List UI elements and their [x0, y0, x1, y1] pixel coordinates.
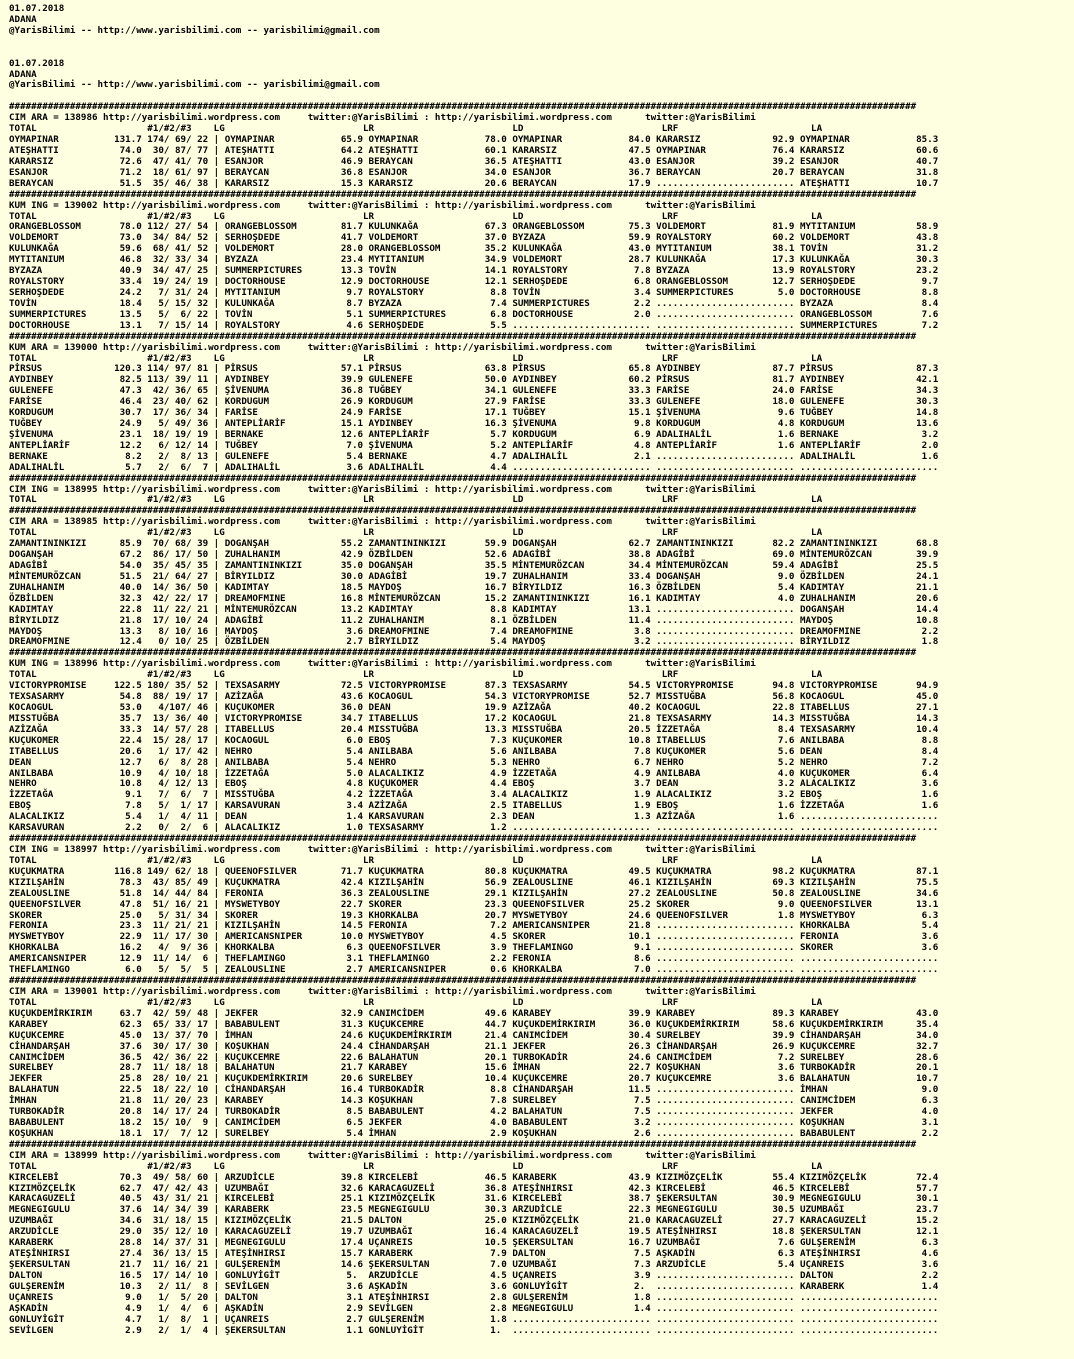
text-line: SURELBEY 28.7 11/ 18/ 18 | BALAHATUN 21.7 KARABEY 15.6 İMHAN 22.7 KOŞUKHAN 3.6 TURBOKADİR 20.1 — [9, 1062, 939, 1074]
text-line: FERONIA 23.3 11/ 21/ 21 | KIZILŞAHİN 14.5 FERONIA 7.2 AMERICANSNIPER 21.8 ......................... KHORKALBA 5.4 — [9, 920, 939, 932]
text-line: TOTAL #1/#2/#3 LG LR LD LRF LA — [9, 494, 823, 506]
text-line: KORDUGUM 30.7 17/ 36/ 34 | FARİSE 24.9 FARİSE 17.1 TUĞBEY 15.1 ŞİVENUMA 9.6 TUĞBEY 14.8 — [9, 407, 939, 419]
text-line: MEGNEGIGULU 37.6 14/ 34/ 39 | KARABERK 23.5 MEGNEGIGULU 30.3 ARZUDİCLE 22.3 MEGNEGIGULU 30.5 UZUMBAĞI 23.7 — [9, 1204, 939, 1216]
text-line: KADIMTAY 22.8 11/ 22/ 21 | MİNTEMURÖZCAN 13.2 KADIMTAY 8.8 KADIMTAY 13.1 ......................... DOGANŞAH 14.4 — [9, 603, 939, 615]
text-line: CİHANDARŞAH 37.6 30/ 17/ 30 | KOŞUKHAN 24.4 CİHANDARŞAH 21.1 JEKFER 26.3 CİHANDARŞAH 26.9 KUÇUKCEMRE 32.7 — [9, 1040, 939, 1052]
text-line: DALTON 16.5 17/ 14/ 10 | GONLUYİGİT 5. ARZUDİCLE 4.5 UÇANREIS 3.9 ......................... DALTON 2.2 — [9, 1269, 939, 1281]
text-line: KUÇUKMATRA 116.8 149/ 62/ 18 | QUEENOFSILVER 71.7 KUÇUKMATRA 80.8 KUÇUKMATRA 49.5 KUÇUKMATRA 98.2 KUÇUKMATRA 87.1 — [9, 865, 939, 877]
text-line — [9, 37, 1074, 48]
text-line: KOŞUKHAN 18.1 17/ 7/ 12 | SURELBEY 5.4 İMHAN 2.9 KOŞUKHAN 2.6 ......................... BABABULENT 2.2 — [9, 1127, 939, 1139]
text-line: İMHAN 21.8 11/ 20/ 23 | KARABEY 14.3 KOŞUKHAN 7.8 SURELBEY 7.5 ......................... CANIMCİDEM 6.3 — [9, 1095, 939, 1107]
text-line: KUM ARA = 139000 http://yarisbilimi.wordpress.com twitter:@YarisBilimi : http://yarisbilimi.wordpress.com twitter:@YarisBilimi — [9, 341, 756, 353]
text-line: SKORER 25.0 5/ 31/ 34 | SKORER 19.3 KHORKALBA 20.7 MYSWETYBOY 24.6 QUEENOFSILVER 1.8 MYSWETYBOY 6.3 — [9, 909, 939, 921]
text-line: BYZAZA 40.9 34/ 47/ 25 | SUMMERPICTURES 13.3 TOVİN 14.1 ROYALSTORY 7.8 BYZAZA 13.9 ROYALSTORY 23.2 — [9, 265, 939, 277]
text-line: CANIMCİDEM 36.5 42/ 36/ 22 | KUÇUKCEMRE 22.6 BALAHATUN 20.1 TURBOKADİR 24.6 CANIMCİDEM 7.2 SURELBEY 28.6 — [9, 1051, 939, 1063]
text-line: TOTAL #1/#2/#3 LG LR LD LRF LA — [9, 527, 823, 539]
text-line: EBOŞ 7.8 5/ 1/ 17 | KARSAVURAN 3.4 AZİZAĞA 2.5 ITABELLUS 1.9 EBOŞ 1.6 İZZETAĞA 1.6 — [9, 800, 939, 812]
text-line: AYDINBEY 82.5 113/ 39/ 11 | AYDINBEY 39.9 GULENEFE 50.0 AYDINBEY 60.2 PİRSUS 81.7 AYDINBEY 42.1 — [9, 374, 939, 386]
text-line: #################################################################################################################################################################### — [9, 833, 917, 845]
text-line: FARİSE 46.4 23/ 40/ 62 | KORDUGUM 26.9 KORDUGUM 27.9 FARİSE 33.3 GULENEFE 18.0 GULENEFE 30.3 — [9, 396, 939, 408]
text-line: CIM ARA = 139001 http://yarisbilimi.wordpress.com twitter:@YarisBilimi : http://yarisbilimi.wordpress.com twitter:@YarisBilimi — [9, 985, 756, 997]
text-line: ATEŞHATTI 74.0 30/ 87/ 77 | ATEŞHATTI 64.2 ATEŞHATTI 60.1 KARARSIZ 47.5 OYMAPINAR 76.4 KARARSIZ 60.6 — [9, 144, 939, 156]
text-line: UÇANREIS 9.0 1/ 5/ 20 | DALTON 3.1 ATEŞİNHIRSI 2.8 GULŞERENİM 1.8 ......................... ......................... — [9, 1291, 939, 1303]
text-line: #################################################################################################################################################################### — [9, 647, 917, 659]
text-line: AŞKADİN 4.9 1/ 4/ 6 | AŞKADİN 2.9 SEVİLGEN 2.8 MEGNEGIGULU 1.4 ......................... ......................... — [9, 1302, 939, 1314]
text-line: ESANJOR 71.2 18/ 61/ 97 | BERAYCAN 36.8 ESANJOR 34.0 ESANJOR 36.7 BERAYCAN 20.7 BERAYCAN 31.8 — [9, 166, 939, 178]
text-line: #################################################################################################################################################################### — [9, 330, 917, 342]
text-line: KIZILŞAHİN 78.3 43/ 85/ 49 | KUÇUKMATRA 42.4 KIZILŞAHİN 56.9 ZEALOUSLINE 46.1 KIZILŞAHİN 69.3 KIZILŞAHİN 75.5 — [9, 876, 939, 888]
text-line: KHORKALBA 16.2 4/ 9/ 36 | KHORKALBA 6.3 QUEENOFSILVER 3.9 THEFLAMINGO 9.1 ......................... SKORER 3.6 — [9, 942, 939, 954]
text-line: KUM ING = 139002 http://yarisbilimi.wordpress.com twitter:@YarisBilimi : http://yarisbilimi.wordpress.com twitter:@YarisBilimi — [9, 199, 756, 211]
text-line: DEAN 12.7 6/ 8/ 28 | ANILBABA 5.4 NEHRO 5.3 NEHRO 6.7 NEHRO 5.2 NEHRO 7.2 — [9, 756, 939, 768]
text-line: BALAHATUN 22.5 18/ 22/ 10 | CİHANDARŞAH 16.4 TURBOKADİR 8.8 CİHANDARŞAH 11.5 ......................... İMHAN 9.0 — [9, 1084, 939, 1096]
text-line: KIRCELEBİ 70.3 49/ 58/ 60 | ARZUDİCLE 39.8 KIRCELEBİ 46.5 KARABERK 43.9 KIZIMÖZÇELİK 55.4 KIZIMÖZÇELİK 72.4 — [9, 1171, 939, 1183]
text-line: MAYDOŞ 13.3 8/ 10/ 16 | MAYDOŞ 3.6 DREAMOFMINE 7.4 DREAMOFMINE 3.8 ......................... DREAMOFMINE 2.2 — [9, 625, 939, 637]
text-line: KARARSIZ 72.6 47/ 41/ 70 | ESANJOR 46.9 BERAYCAN 36.5 ATEŞHATTI 43.0 ESANJOR 39.2 ESANJOR 40.7 — [9, 155, 939, 167]
text-line: TOTAL #1/#2/#3 LG LR LD LRF LA — [9, 669, 823, 681]
text-line: CIM ARA = 138999 http://yarisbilimi.wordpress.com twitter:@YarisBilimi : http://yarisbilimi.wordpress.com twitter:@YarisBilimi — [9, 1149, 756, 1161]
text-line: AMERICANSNIPER 12.9 11/ 14/ 6 | THEFLAMINGO 3.1 THEFLAMINGO 2.2 FERONIA 8.6 ......................... ......................... — [9, 953, 939, 965]
text-line: ATEŞİNHIRSI 27.4 36/ 13/ 15 | ATEŞİNHIRSI 15.7 KARABERK 7.9 DALTON 7.5 AŞKADİN 6.3 ATEŞİNHIRSI 4.6 — [9, 1248, 939, 1260]
text-line: ITABELLUS 20.6 1/ 17/ 42 | NEHRO 5.4 ANILBABA 5.6 ANILBABA 7.8 KUÇUKOMER 5.6 DEAN 8.4 — [9, 745, 939, 757]
text-line: PİRSUS 120.3 114/ 97/ 81 | PİRSUS 57.1 PİRSUS 63.8 PİRSUS 65.8 AYDINBEY 87.7 PİRSUS 87.3 — [9, 363, 939, 375]
text-line: TEXSASARMY 54.8 88/ 19/ 17 | AZİZAĞA 43.6 KOCAOGUL 54.3 VICTORYPROMISE 52.7 MISSTUĞBA 56.8 KOCAOGUL 45.0 — [9, 691, 939, 703]
text-line: TOTAL #1/#2/#3 LG LR LD LRF LA — [9, 352, 823, 364]
text-line: BİRYILDIZ 21.8 17/ 10/ 24 | ADAGİBİ 11.2 ZUHALHANIM 8.1 ÖZBİLDEN 11.4 ......................... MAYDOŞ 10.8 — [9, 614, 939, 626]
text-line: ŞİVENUMA 23.1 18/ 19/ 19 | BERNAKE 12.6 ANTEPLİARİF 5.7 KORDUGUM 6.9 ADALIHALİL 1.6 BERNAKE 3.2 — [9, 428, 939, 440]
text-line: SERHOŞDEDE 24.2 7/ 31/ 24 | MYTITANIUM 9.7 ROYALSTORY 8.8 TOVİN 3.4 SUMMERPICTURES 5.0 DOCTORHOUSE 8.8 — [9, 286, 939, 298]
text-line: ZUHALHANIM 40.0 14/ 36/ 50 | KADIMTAY 18.5 MAYDOŞ 16.7 BİRYILDIZ 16.3 ÖZBİLDEN 5.4 KADIMTAY 21.1 — [9, 581, 939, 593]
text-line: ARZUDİCLE 29.0 35/ 12/ 10 | KARACAGUZELİ 19.7 UZUMBAĞI 16.4 KARACAGUZELİ 19.5 ATEŞİNHIRSI 18.8 ŞEKERSULTAN 12.1 — [9, 1226, 939, 1238]
text-line: TOTAL #1/#2/#3 LG LR LD LRF LA — [9, 996, 823, 1008]
text-line: CIM ING = 138997 http://yarisbilimi.wordpress.com twitter:@YarisBilimi : http://yarisbilimi.wordpress.com twitter:@YarisBilimi — [9, 843, 756, 855]
text-line: DOGANŞAH 67.2 86/ 17/ 50 | ZUHALHANIM 42.9 ÖZBİLDEN 52.6 ADAGİBİ 38.8 ADAGİBİ 69.0 MİNTEMURÖZCAN 39.9 — [9, 549, 939, 561]
text-line: #################################################################################################################################################################### — [9, 505, 917, 517]
text-line: UZUMBAĞI 34.6 31/ 18/ 15 | KIZIMÖZÇELİK 21.5 DALTON 25.0 KIZIMÖZÇELİK 21.0 KARACAGUZELİ 27.7 KARACAGUZELİ 15.2 — [9, 1215, 939, 1227]
text-line: ADAGİBİ 54.0 35/ 45/ 35 | ZAMANTININKIZI 35.0 DOGANŞAH 35.5 MİNTEMURÖZCAN 34.4 MİNTEMURÖZCAN 59.4 ADAGİBİ 25.5 — [9, 560, 939, 572]
text-line: #################################################################################################################################################################### — [9, 975, 917, 987]
text-line: VOLDEMORT 73.0 34/ 84/ 52 | SERHOŞDEDE 41.7 VOLDEMORT 37.0 BYZAZA 59.9 ROYALSTORY 60.2 VOLDEMORT 43.8 — [9, 232, 939, 244]
text-line: #################################################################################################################################################################### — [9, 101, 917, 113]
text-line: ZEALOUSLINE 51.8 14/ 44/ 84 | FERONIA 36.3 ZEALOUSLINE 29.1 KIZILŞAHİN 27.2 ZEALOUSLINE 50.8 ZEALOUSLINE 34.6 — [9, 887, 939, 899]
text-line: @YarisBilimi -- http://www.yarisbilimi.com -- yarisbilimi@gmail.com — [9, 24, 380, 36]
text-line: TURBOKADİR 20.8 14/ 17/ 24 | TURBOKADİR 8.5 BABABULENT 4.2 BALAHATUN 7.5 ......................... JEKFER 4.0 — [9, 1106, 939, 1118]
text-line: KARSAVURAN 2.2 0/ 2/ 6 | ALACALIKIZ 1.0 TEXSASARMY 1.2 ......................... ......................... ......................... — [9, 822, 939, 834]
text-line: ADANA — [9, 13, 37, 25]
text-line: ÖZBİLDEN 32.3 42/ 22/ 17 | DREAMOFMINE 16.8 MİNTEMURÖZCAN 15.2 ZAMANTININKIZI 16.1 KADIMTAY 4.0 ZUHALHANIM 20.6 — [9, 592, 939, 604]
text-line: CIM ARA = 138986 http://yarisbilimi.wordpress.com twitter:@YarisBilimi : http://yarisbilimi.wordpress.com twitter:@YarisBilimi — [9, 112, 756, 124]
text-line: @YarisBilimi -- http://www.yarisbilimi.com -- yarisbilimi@gmail.com — [9, 79, 380, 91]
text-line: AZİZAĞA 33.3 14/ 57/ 28 | ITABELLUS 20.4 MISSTUĞBA 13.3 MISSTUĞBA 20.5 İZZETAĞA 8.4 TEXSASARMY 10.4 — [9, 723, 939, 735]
text-line: GONLUYİGİT 4.7 1/ 8/ 1 | UÇANREIS 2.7 GULŞERENİM 1.8 ......................... ......................... ......................... — [9, 1313, 939, 1325]
text-line: BABABULENT 18.2 15/ 10/ 9 | CANIMCİDEM 6.5 JEKFER 4.0 BABABULENT 3.2 ......................... KOŞUKHAN 3.1 — [9, 1117, 939, 1129]
text-line: GULENEFE 47.3 42/ 36/ 65 | ŞİVENUMA 36.8 TUĞBEY 34.1 GULENEFE 33.3 FARİSE 24.0 FARİSE 34.3 — [9, 385, 939, 397]
text-line: NEHRO 10.8 4/ 12/ 13 | EBOŞ 4.8 KUÇUKOMER 4.4 EBOŞ 3.7 DEAN 3.2 ALACALIKIZ 3.6 — [9, 778, 939, 790]
text-line: 01.07.2018 — [9, 57, 65, 69]
text-line: QUEENOFSILVER 47.8 51/ 16/ 21 | MYSWETYBOY 22.7 SKORER 23.3 QUEENOFSILVER 25.2 SKORER 9.0 QUEENOFSILVER 13.1 — [9, 898, 939, 910]
text-line: ORANGEBLOSSOM 78.0 112/ 27/ 54 | ORANGEBLOSSOM 81.7 KULUNKAĞA 67.3 ORANGEBLOSSOM 75.3 VOLDEMORT 81.9 MYTITANIUM 58.9 — [9, 221, 939, 233]
text-line: KULUNKAĞA 59.6 68/ 41/ 52 | VOLDEMORT 28.0 ORANGEBLOSSOM 35.2 KULUNKAĞA 43.0 MYTITANIUM 38.1 TOVİN 31.2 — [9, 243, 939, 255]
text-line: KIZIMÖZÇELİK 62.7 47/ 42/ 43 | UZUMBAĞI 32.6 KARACAGUZELİ 36.8 ATEŞİNHIRSI 42.3 KIRCELEBİ 46.5 KIRCELEBİ 57.7 — [9, 1182, 939, 1194]
text-line: KARABEY 62.3 65/ 33/ 17 | BABABULENT 31.3 KUÇUKCEMRE 44.7 KUÇUKDEMİRKIRIM 36.0 KUÇUKDEMİRKIRIM 58.6 KUÇUKDEMİRKIRIM 35.4 — [9, 1018, 939, 1030]
text-line: SUMMERPICTURES 13.5 5/ 6/ 22 | TOVİN 5.1 SUMMERPICTURES 6.8 DOCTORHOUSE 2.0 ......................... ORANGEBLOSSOM 7.6 — [9, 308, 939, 320]
text-line: MYTITANIUM 46.8 32/ 33/ 34 | BYZAZA 23.4 MYTITANIUM 34.9 VOLDEMORT 28.7 KULUNKAĞA 17.3 KULUNKAĞA 30.3 — [9, 254, 939, 266]
text-line: KARACAGUZELİ 40.5 43/ 31/ 21 | KIRCELEBİ 25.1 KIZIMÖZÇELİK 31.6 KIRCELEBİ 38.7 ŞEKERSULTAN 30.9 MEGNEGIGULU 30.1 — [9, 1193, 939, 1205]
text-line: TOVİN 18.4 5/ 15/ 32 | KULUNKAĞA 8.7 BYZAZA 7.4 SUMMERPICTURES 2.2 ......................... BYZAZA 8.4 — [9, 297, 939, 309]
text-line: MISSTUĞBA 35.7 13/ 36/ 40 | VICTORYPROMISE 34.7 ITABELLUS 17.2 KOCAOGUL 21.8 TEXSASARMY 14.3 MISSTUĞBA 14.3 — [9, 712, 939, 724]
text-line: TOTAL #1/#2/#3 LG LR LD LRF LA — [9, 123, 823, 135]
text-line: İZZETAĞA 9.1 7/ 6/ 7 | MISSTUĞBA 4.2 İZZETAĞA 3.4 ALACALIKIZ 1.9 ALACALIKIZ 3.2 EBOŞ 1.6 — [9, 789, 939, 801]
text-line: CIM ARA = 138985 http://yarisbilimi.wordpress.com twitter:@YarisBilimi : http://yarisbilimi.wordpress.com twitter:@YarisBilimi — [9, 516, 756, 528]
text-line: #################################################################################################################################################################### — [9, 188, 917, 200]
text-line — [9, 48, 1074, 59]
text-line: TOTAL #1/#2/#3 LG LR LD LRF LA — [9, 854, 823, 866]
text-line: TOTAL #1/#2/#3 LG LR LD LRF LA — [9, 1160, 823, 1172]
text-line: ZAMANTININKIZI 85.9 70/ 68/ 39 | DOGANŞAH 55.2 ZAMANTININKIZI 59.9 DOGANŞAH 62.7 ZAMANTININKIZI 82.2 ZAMANTININKIZI 68.8 — [9, 538, 939, 550]
text-line: KOCAOGUL 53.0 4/107/ 46 | KUÇUKOMER 36.0 DEAN 19.9 AZİZAĞA 40.2 KOCAOGUL 22.8 ITABELLUS 27.1 — [9, 702, 939, 713]
text-line: ALACALIKIZ 5.4 1/ 4/ 11 | DEAN 1.4 KARSAVURAN 2.3 DEAN 1.3 AZİZAĞA 1.6 ......................... — [9, 811, 939, 823]
text-line: 01.07.2018 — [9, 3, 65, 14]
text-line: TOTAL #1/#2/#3 LG LR LD LRF LA — [9, 210, 823, 222]
text-line: BERAYCAN 51.5 35/ 46/ 38 | KARARSIZ 15.3 KARARSIZ 20.6 BERAYCAN 17.9 ......................... ATEŞHATTI 10.7 — [9, 177, 939, 189]
text-line: #################################################################################################################################################################### — [9, 472, 917, 484]
text-line: #################################################################################################################################################################### — [9, 1138, 917, 1150]
text-line: KUÇUKDEMİRKIRIM 63.7 42/ 59/ 48 | JEKFER 32.9 CANIMCİDEM 49.6 KARABEY 39.9 KARABEY 89.3 KARABEY 43.0 — [9, 1007, 939, 1019]
text-line: KUÇUKCEMRE 45.0 13/ 37/ 70 | İMHAN 24.6 KUÇUKDEMİRKIRIM 21.4 CANIMCİDEM 30.4 SURELBEY 39.9 CİHANDARŞAH 34.0 — [9, 1029, 939, 1041]
text-line: GULŞERENİM 10.3 2/ 11/ 8 | SEVİLGEN 3.6 AŞKADİN 3.6 GONLUYİGİT 2. ......................... KARABERK 1.4 — [9, 1280, 939, 1292]
text-line: KUM ING = 138996 http://yarisbilimi.wordpress.com twitter:@YarisBilimi : http://yarisbilimi.wordpress.com twitter:@YarisBilimi — [9, 658, 756, 670]
text-line: ROYALSTORY 33.4 19/ 24/ 19 | DOCTORHOUSE 12.9 DOCTORHOUSE 12.1 SERHOŞDEDE 6.8 ORANGEBLOSSOM 12.7 SERHOŞDEDE 9.7 — [9, 276, 939, 288]
text-line: ANTEPLİARİF 12.2 6/ 12/ 14 | TUĞBEY 7.0 ŞİVENUMA 5.2 ANTEPLİARİF 4.8 ANTEPLİARİF 1.6 ANTEPLİARİF 2.0 — [9, 439, 939, 451]
text-line: BERNAKE 8.2 2/ 8/ 13 | GULENEFE 5.4 BERNAKE 4.7 ADALIHALİL 2.1 ......................... ADALIHALİL 1.6 — [9, 450, 939, 462]
text-line: ANILBABA 10.9 4/ 10/ 18 | İZZETAĞA 5.0 ALACALIKIZ 4.9 İZZETAĞA 4.9 ANILBABA 4.0 KUÇUKOMER 6.4 — [9, 767, 939, 779]
text-line: ŞEKERSULTAN 21.7 11/ 16/ 21 | GULŞERENİM 14.6 ŞEKERSULTAN 7.0 UZUMBAĞI 7.3 ARZUDİCLE 5.4 UÇANREIS 3.6 — [9, 1259, 939, 1271]
text-line: CIM ING = 138995 http://yarisbilimi.wordpress.com twitter:@YarisBilimi : http://yarisbilimi.wordpress.com twitter:@YarisBilimi — [9, 483, 756, 495]
text-line: JEKFER 25.8 28/ 10/ 21 | KUÇUKDEMİRKIRIM 20.6 SURELBEY 10.4 KUÇUKCEMRE 20.7 KUÇUKCEMRE 3.6 BALAHATUN 10.7 — [9, 1073, 939, 1085]
text-line: ADALIHALİL 5.7 2/ 6/ 7 | ADALIHALİL 3.6 ADALIHALİL 4.4 ......................... ......................... ......................... — [9, 461, 939, 473]
text-line: VICTORYPROMISE 122.5 180/ 35/ 52 | TEXSASARMY 72.5 VICTORYPROMISE 87.3 TEXSASARMY 54.5 VICTORYPROMISE 94.8 VICTORYPROMISE 94.9 — [9, 680, 939, 692]
text-line: THEFLAMINGO 6.0 5/ 5/ 5 | ZEALOUSLINE 2.7 AMERICANSNIPER 0.6 KHORKALBA 7.0 ......................... ......................... — [9, 964, 939, 976]
text-line: DREAMOFMINE 12.4 0/ 10/ 25 | ÖZBİLDEN 2.7 BİRYILDIZ 5.4 MAYDOŞ 3.2 ......................... BİRYILDIZ 1.8 — [9, 636, 939, 648]
results-text — [0, 4, 1074, 1336]
text-line: MİNTEMURÖZCAN 51.5 21/ 64/ 27 | BİRYILDIZ 30.0 ADAGİBİ 19.7 ZUHALHANIM 33.4 DOGANŞAH 9.0 ÖZBİLDEN 24.1 — [9, 570, 939, 582]
text-line: ADANA — [9, 68, 37, 80]
text-line: MYSWETYBOY 22.9 11/ 17/ 30 | AMERICANSNIPER 10.0 MYSWETYBOY 4.5 SKORER 10.1 ......................... FERONIA 3.6 — [9, 931, 939, 943]
text-line: KARABERK 28.8 14/ 37/ 31 | MEGNEGIGULU 17.4 UÇANREIS 10.5 ŞEKERSULTAN 16.7 UZUMBAĞI 7.6 GULŞERENİM 6.3 — [9, 1237, 939, 1249]
text-line: TUĞBEY 24.9 5/ 49/ 36 | ANTEPLİARİF 15.1 AYDINBEY 16.3 ŞİVENUMA 9.8 KORDUGUM 4.8 KORDUGUM 13.6 — [9, 418, 939, 430]
text-line: OYMAPINAR 131.7 174/ 69/ 22 | OYMAPINAR 65.9 OYMAPINAR 78.0 OYMAPINAR 84.0 KARARSIZ 92.9 OYMAPINAR 85.3 — [9, 134, 939, 146]
text-line: DOCTORHOUSE 13.1 7/ 15/ 14 | ROYALSTORY 4.6 SERHOŞDEDE 5.5 ......................... ......................... SUMMERPICTURES 7.2 — [9, 319, 939, 331]
text-line: SEVİLGEN 2.9 2/ 1/ 4 | ŞEKERSULTAN 1.1 GONLUYİGİT 1. ......................... ......................... ......................... — [9, 1324, 939, 1336]
text-line: KUÇUKOMER 22.4 15/ 28/ 17 | KOCAOGUL 6.0 EBOŞ 7.3 KUÇUKOMER 10.8 ITABELLUS 7.6 ANILBABA 8.8 — [9, 734, 939, 746]
